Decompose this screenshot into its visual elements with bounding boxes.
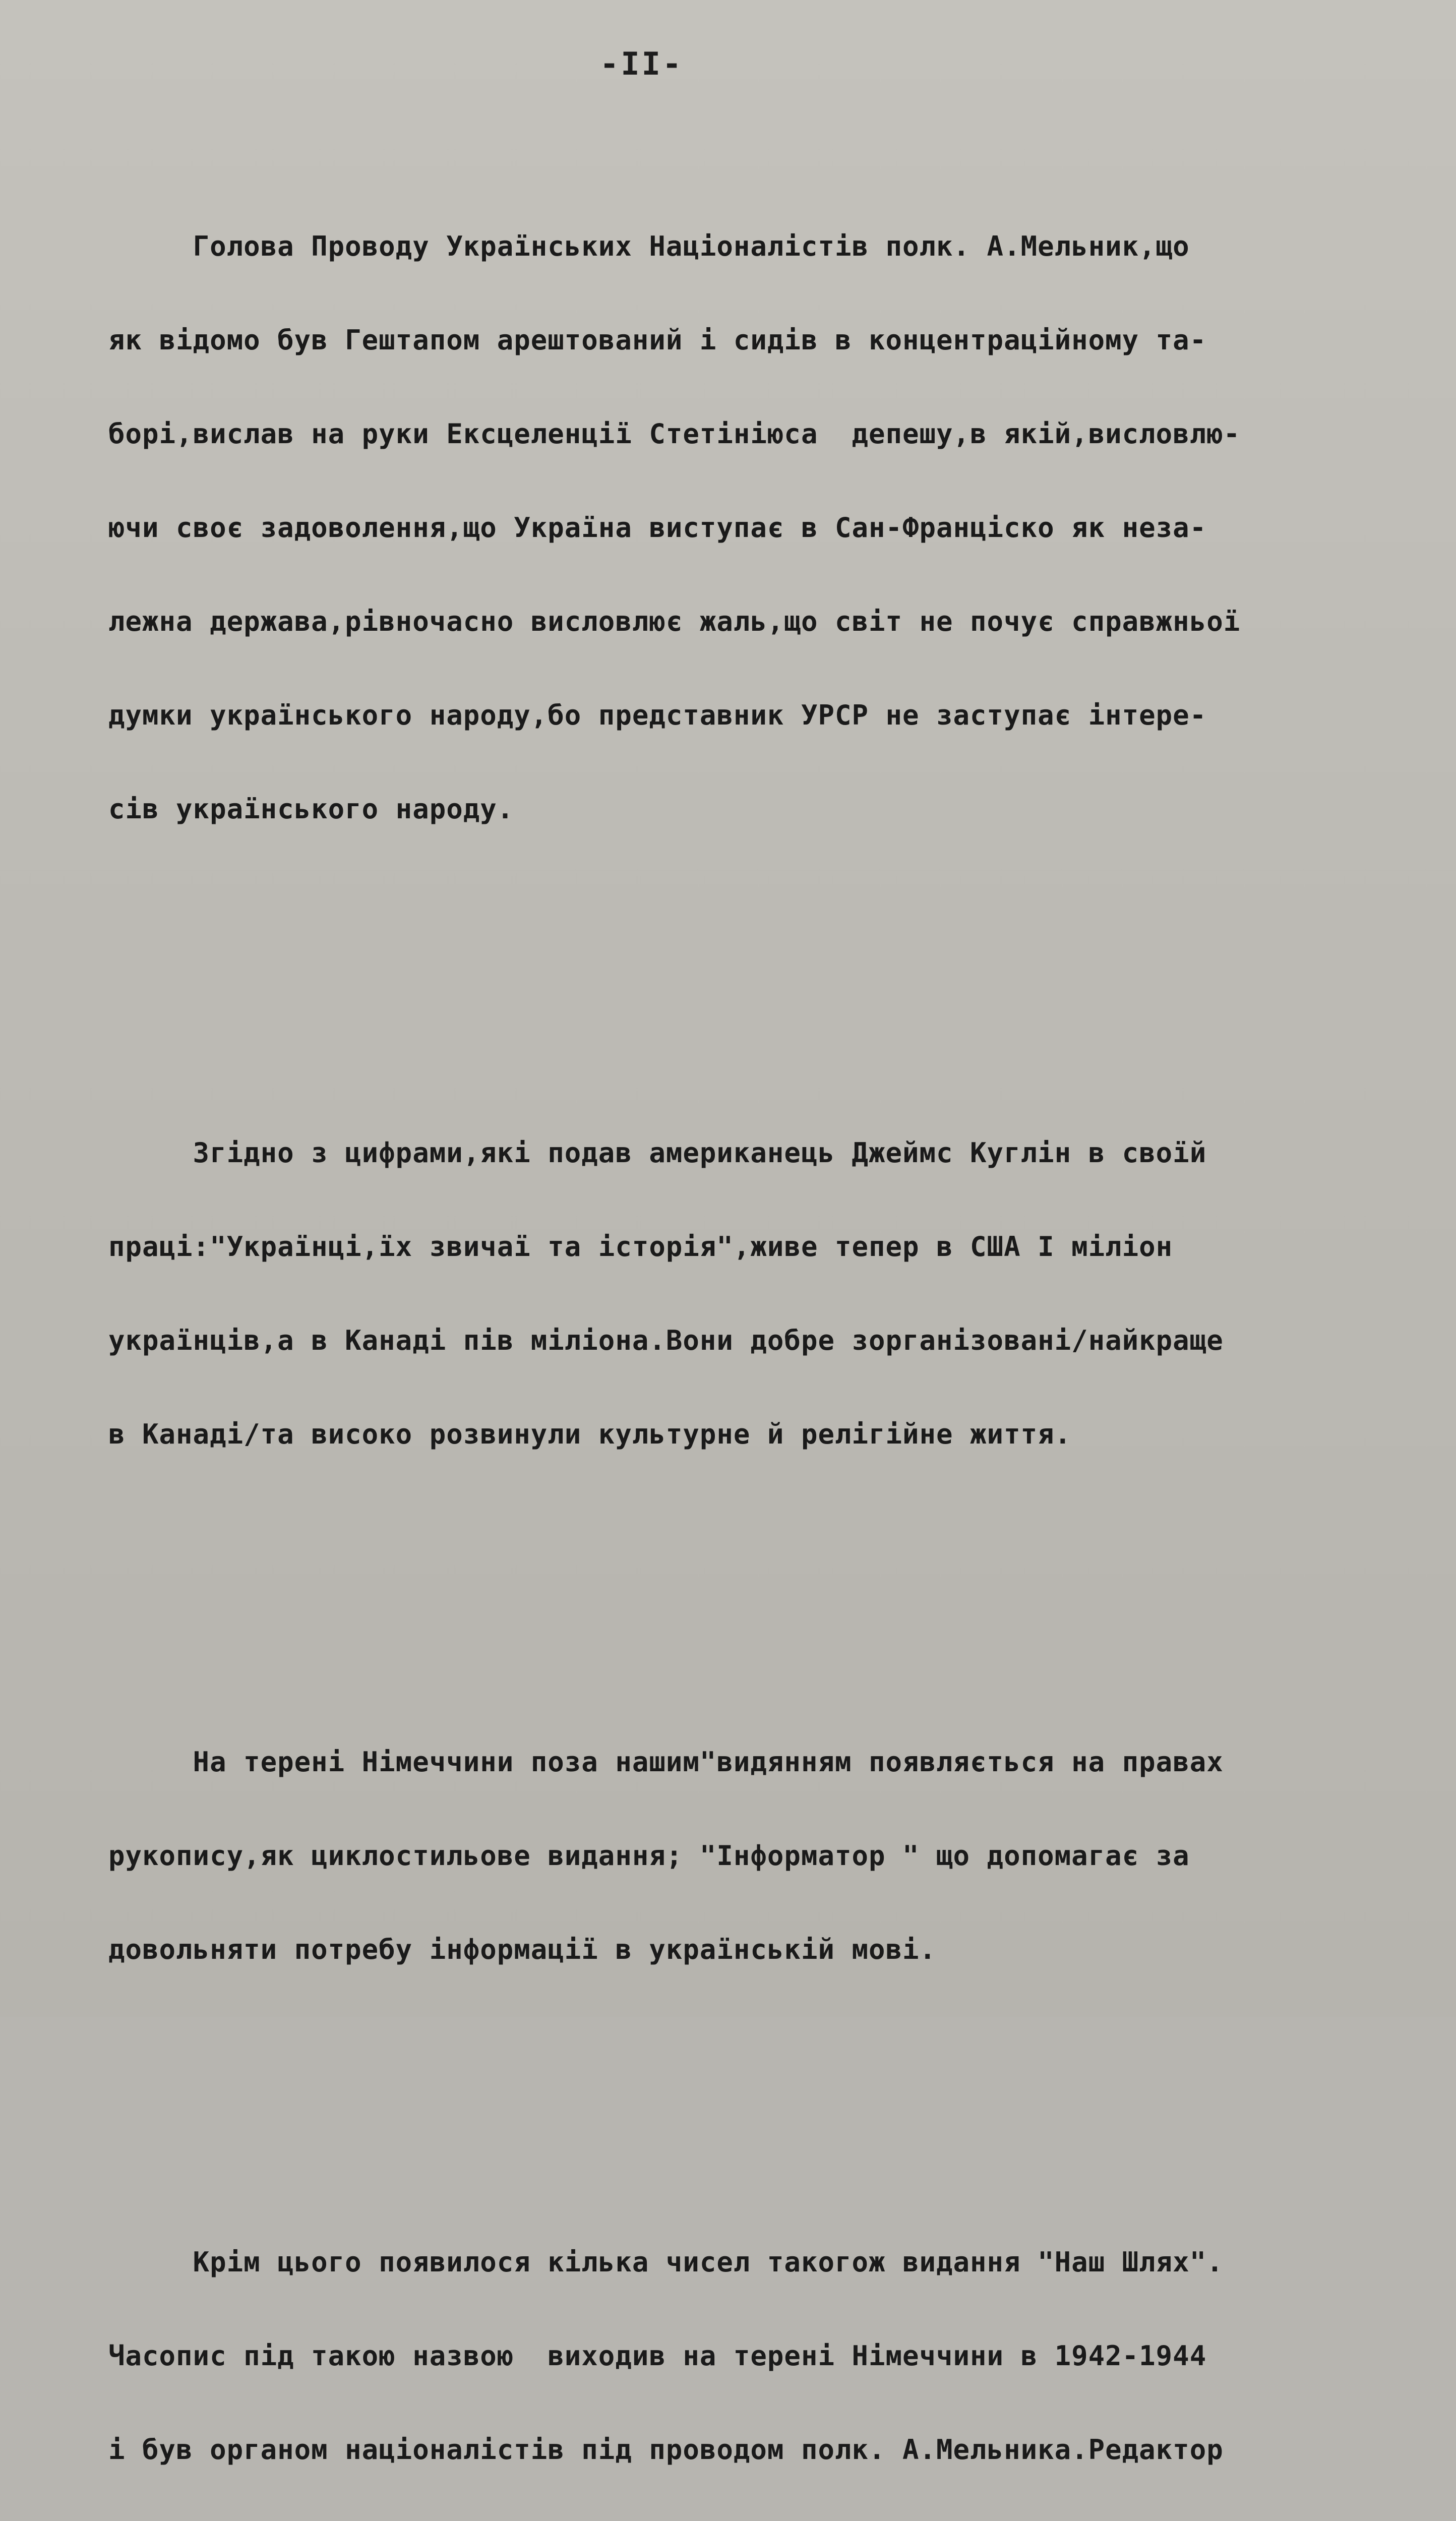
paragraph-4: [108, 2184, 1419, 2521]
text-line: На терені Німеччини поза нашим"видянням появляється на правах: [108, 1746, 1224, 1778]
paragraph-gap: [108, 1575, 1419, 1590]
text-line: Голова Проводу Українських Націоналістів полк. А.Мельник,що: [108, 230, 1190, 262]
text-line: борі,вислав на руки Ексцеленції Стетініюса депешу,в якій,висловлю-: [108, 418, 1241, 450]
text-line: Згідно з цифрами,які подав американець Джеймс Куглін в своїй: [108, 1137, 1207, 1169]
text-line: думки українського народу,бо представник УРСР не заступає інтере-: [108, 699, 1207, 731]
paragraph-2: [108, 1075, 1419, 1513]
text-line: довольняти потребу інформації в українській мові.: [108, 1934, 937, 1965]
paragraph-3: [108, 1684, 1419, 2028]
text-line: рукопису,як циклостильове видання; "Інформатор " що допомагає за: [108, 1840, 1190, 1872]
text-line: українців,а в Канаді пів міліона.Вони добре зорганізовані/найкраще: [108, 1325, 1224, 1356]
page-number: -II-: [600, 45, 684, 82]
text-line: як відомо був Гештапом арештований і сидів в концентраційному та-: [108, 324, 1207, 356]
text-line: сів українського народу.: [108, 793, 514, 825]
text-line: ючи своє задоволення,що Україна виступає в Сан-Франціско як неза-: [108, 512, 1207, 544]
text-line: праці:"Українці,їх звичаї та історія",живе тепер в США І міліон: [108, 1231, 1173, 1263]
paragraph-gap: [108, 950, 1419, 981]
text-line: в Канаді/та високо розвинули культурне й релігійне життя.: [108, 1418, 1072, 1450]
text-line: Крім цього появилося кілька чисел такогож видання "Наш Шлях".: [108, 2246, 1224, 2278]
document-body: [108, 106, 1419, 2521]
text-line: і був органом націоналістів під проводом полк. А.Мельника.Редактор: [108, 2434, 1224, 2466]
text-line: Часопис під такою назвою виходив на терені Німеччини в 1942-1944: [108, 2340, 1207, 2372]
text-line: лежна держава,рівночасно висловлює жаль,що світ не почує справжньої: [108, 606, 1241, 637]
paragraph-1: [108, 168, 1419, 887]
